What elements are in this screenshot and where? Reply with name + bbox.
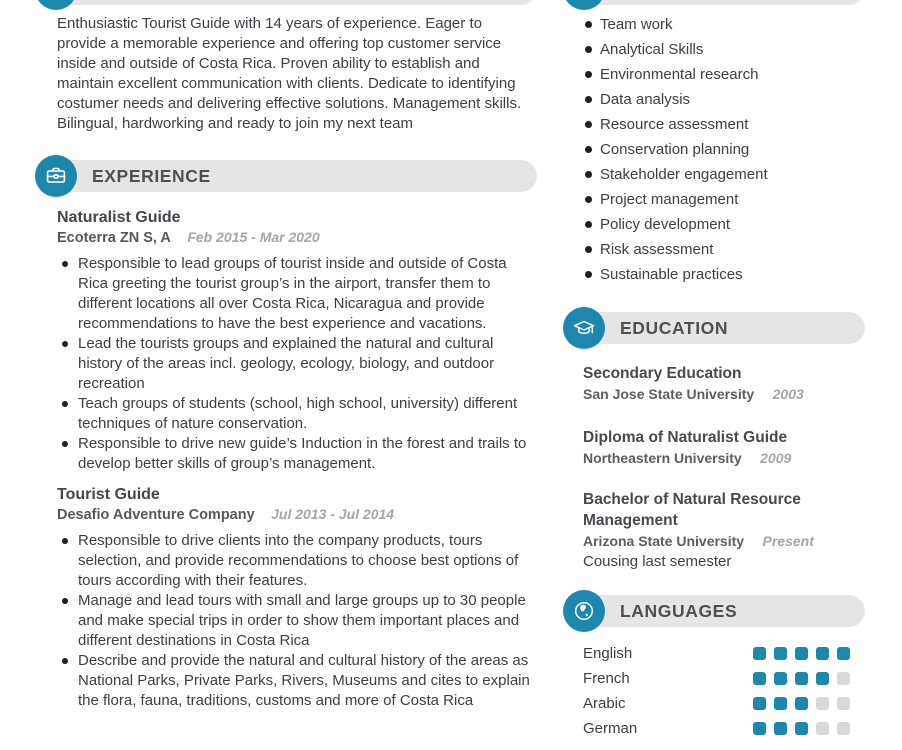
job-company: Desafio Adventure Company: [57, 507, 255, 523]
language-name: German: [583, 720, 638, 737]
education-entry: [583, 427, 865, 469]
language-level-filled-square: [753, 672, 766, 685]
language-level-indicator: [753, 697, 858, 710]
skill-item: Stakeholder engagement: [563, 162, 865, 187]
left-column: [35, 0, 537, 711]
language-level-empty-square: [837, 697, 850, 710]
education-degree: Diploma of Naturalist Guide: [583, 429, 788, 446]
summary-paragraph: Enthusiastic Tourist Guide with 14 years of experience. Eager to provide a memorable experience and offering top customer service inside and outside of Costa Rica. Proven ability to establish and maintain excellent communication with clients. Dedicate to identifying costumer needs and delivering effective solutions. Management skills. Bilingual, hardworking and ready to join my next team: [57, 15, 522, 132]
job-title: Tourist Guide: [57, 486, 160, 503]
skill-item: Resource assessment: [563, 112, 865, 137]
education-school: San Jose State University: [583, 386, 755, 402]
skills-list: [563, 12, 865, 287]
skill-item: Analytical Skills: [563, 37, 865, 62]
language-level-filled-square: [795, 647, 808, 660]
education-entry: [583, 363, 865, 405]
language-level-filled-square: [774, 697, 787, 710]
language-level-filled-square: [753, 722, 766, 735]
language-level-filled-square: [837, 647, 850, 660]
job-bullet: Manage and lead tours with small and large groups up to 30 people and make special trips in order to show them important places and different destinations in Costa Rica: [57, 591, 537, 651]
language-level-filled-square: [753, 697, 766, 710]
skills-section-icon-circle: [563, 0, 605, 10]
language-level-filled-square: [774, 672, 787, 685]
job-bullet: Responsible to lead groups of tourist inside and outside of Costa Rica greeting the tourist group’s in the airport, transfer them to different locations all over Costa Rica, Nicaragua and provide recommendations to have the best experience and vacations.: [57, 254, 537, 334]
education-school: Northeastern University: [583, 450, 742, 466]
language-level-indicator: [753, 647, 858, 660]
experience-section-title: EXPERIENCE: [92, 165, 211, 186]
language-row: [583, 691, 865, 716]
job-entry: [35, 207, 537, 474]
education-degree: Secondary Education: [583, 365, 742, 382]
language-row: [583, 716, 865, 741]
education-degree: Bachelor of Natural Resource Management: [583, 491, 801, 529]
education-year: 2003: [772, 386, 804, 402]
language-level-empty-square: [816, 697, 829, 710]
education-icon-circle: [563, 307, 605, 349]
globe-icon: [572, 599, 596, 623]
education-note: Cousing last semester: [583, 553, 732, 570]
languages-section-header: [563, 590, 865, 632]
education-school: Arizona State University: [583, 533, 745, 549]
education-year: Present: [762, 533, 814, 549]
skill-item: Team work: [563, 12, 865, 37]
job-bullet-list: [35, 254, 537, 474]
skill-item: Data analysis: [563, 87, 865, 112]
summary-section-header-cut: [35, 0, 537, 10]
languages-list: [563, 641, 865, 741]
job-dates: Jul 2013 - Jul 2014: [271, 506, 395, 522]
skill-item: Conservation planning: [563, 137, 865, 162]
education-school-line: [583, 384, 865, 405]
languages-section-title: LANGUAGES: [620, 600, 738, 621]
language-level-filled-square: [774, 647, 787, 660]
skill-item: Sustainable practices: [563, 262, 865, 287]
graduation-cap-icon: [572, 316, 596, 340]
education-entry: [583, 489, 865, 572]
job-bullet-list: [35, 531, 537, 711]
language-name: French: [583, 670, 630, 687]
job-bullet: Teach groups of students (school, high school, university) different techniques of nature conservation.: [57, 394, 537, 434]
languages-icon-circle: [563, 590, 605, 632]
job-bullet: Describe and provide the natural and cultural history of the areas as National Parks, Private Parks, Rivers, Museums and cites to explain the flora, fauna, traditions, customs and more of Costa Rica: [57, 651, 537, 711]
language-level-filled-square: [753, 647, 766, 660]
job-meta: [57, 228, 537, 248]
language-level-filled-square: [816, 672, 829, 685]
language-level-indicator: [753, 722, 858, 735]
education-section-title: EDUCATION: [620, 317, 729, 338]
experience-icon-circle: [35, 155, 77, 197]
job-entry: [35, 484, 537, 711]
skill-item: Project management: [563, 187, 865, 212]
education-school-line: [583, 531, 865, 552]
job-meta: [57, 505, 537, 525]
job-dates: Feb 2015 - Mar 2020: [187, 229, 320, 245]
language-level-filled-square: [795, 722, 808, 735]
right-column: [563, 0, 865, 741]
language-name: English: [583, 645, 633, 662]
summary-section-icon-circle: [35, 0, 77, 10]
job-title: Naturalist Guide: [57, 209, 181, 226]
education-year: 2009: [760, 450, 792, 466]
skill-item: Environmental research: [563, 62, 865, 87]
skills-section-header-bar: [584, 0, 865, 5]
skill-item: Policy development: [563, 212, 865, 237]
job-bullet: Responsible to drive clients into the company products, tours selection, and provide recommendations to choose best options of tours according with their features.: [57, 531, 537, 591]
education-section-header: [563, 307, 865, 349]
education-school-line: [583, 448, 865, 469]
language-level-indicator: [753, 672, 858, 685]
summary-section-header-bar: [56, 0, 537, 5]
language-level-empty-square: [837, 672, 850, 685]
job-bullet: Responsible to drive new guide’s Induction in the forest and trails to develop better skills of group’s management.: [57, 434, 537, 474]
experience-section-header: [35, 155, 537, 197]
job-bullet: Lead the tourists groups and explained the natural and cultural history of the areas incl. geology, ecology, biology, and outdoor recreation: [57, 334, 537, 394]
language-row: [583, 641, 865, 666]
skill-item: Risk assessment: [563, 237, 865, 262]
language-level-filled-square: [774, 722, 787, 735]
language-level-filled-square: [795, 672, 808, 685]
language-level-empty-square: [837, 722, 850, 735]
briefcase-icon: [44, 164, 68, 188]
language-level-empty-square: [816, 722, 829, 735]
skills-section-header-cut: [563, 0, 865, 10]
job-company: Ecoterra ZN S, A: [57, 230, 171, 246]
language-row: [583, 666, 865, 691]
language-name: Arabic: [583, 695, 626, 712]
language-level-filled-square: [795, 697, 808, 710]
language-level-filled-square: [816, 647, 829, 660]
